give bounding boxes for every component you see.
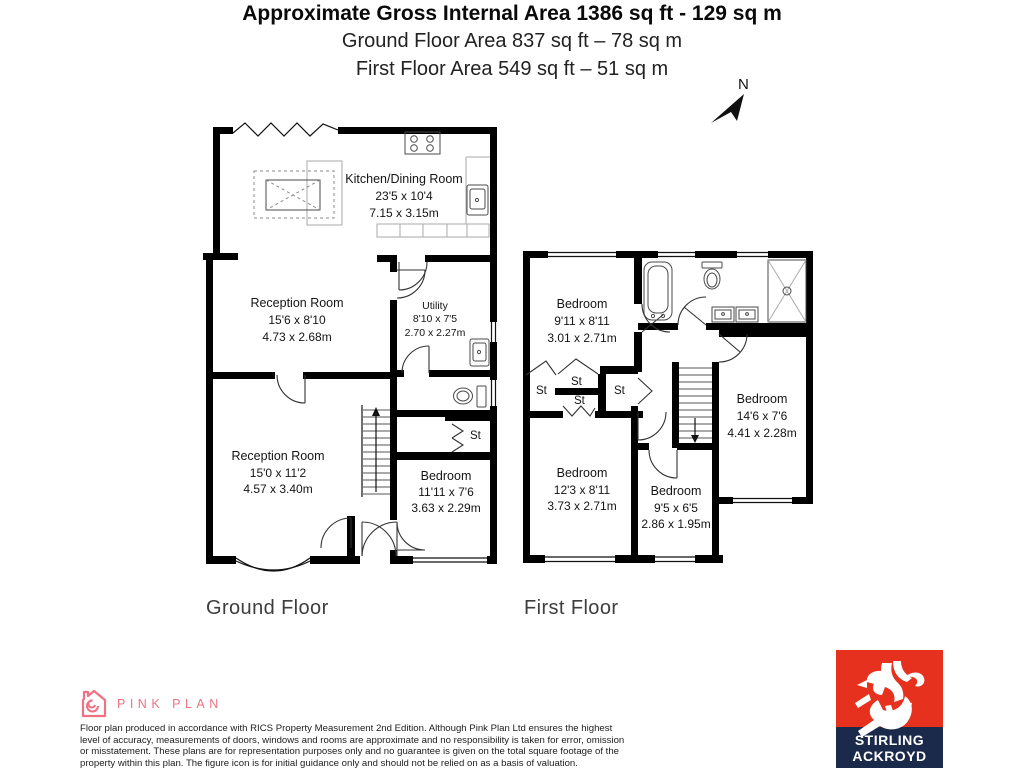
room-label-kitchen-imperial: 23'5 x 10'4 [375, 189, 433, 203]
room-label-bedroom1-name: Bedroom [556, 297, 608, 311]
room-label-utility-metric: 2.70 x 2.27m [404, 327, 466, 339]
toilet-icon [702, 262, 722, 289]
room-label-bedroom4-metric: 2.86 x 1.95m [641, 517, 711, 531]
bifold-door-zigzag [452, 424, 463, 452]
door [399, 262, 427, 290]
kitchen-sink-icon [467, 185, 488, 215]
basin-icon [712, 307, 734, 322]
room-label-bedroom-g-metric: 3.63 x 2.29m [411, 501, 481, 515]
disclaimer-line: or misstatement. These plans are for representation purposes only and no guarantee is given on the total square footage of the [80, 746, 620, 757]
agent-name-line2: ACKROYD [852, 748, 927, 764]
shower-icon [768, 260, 806, 322]
basin-icon [736, 307, 758, 322]
door [402, 346, 429, 373]
storage-label: St [470, 430, 481, 442]
ground-floor-area-line: Ground Floor Area 837 sq ft – 78 sq m [341, 30, 683, 52]
bath-icon [644, 262, 672, 320]
utility-sink-icon [470, 339, 489, 366]
window [492, 322, 496, 342]
door [719, 334, 747, 362]
stirling-ackroyd-logo [836, 650, 943, 768]
north-arrow-icon [700, 74, 762, 130]
wall-break-zigzag [233, 123, 338, 136]
room-label-bedroom3-name: Bedroom [556, 466, 608, 480]
compass-north-label: N [738, 76, 749, 93]
disclaimer-line: Floor plan produced in accordance with RICS Property Measurement 2nd Edition. Although Pink Plan Ltd ensures the highest [80, 723, 613, 734]
disclaimer-line: property within this plan. The figure icon is for initial guidance only and should not be relied on as a basis of valuation. [80, 757, 578, 768]
room-label-bedroom4-imperial: 9'5 x 6'5 [654, 501, 698, 515]
bay-window [236, 558, 310, 571]
window [658, 253, 695, 257]
storage-label: St [536, 385, 547, 397]
bifold-door-zigzag [526, 361, 556, 375]
room-label-bedroom4-name: Bedroom [650, 484, 702, 498]
room-label-bedroom3-metric: 3.73 x 2.71m [547, 499, 617, 513]
room-label-bedroom-g-imperial: 11'11 x 7'6 [418, 485, 474, 499]
window [413, 558, 487, 562]
room-label-reception2-name: Reception Room [231, 449, 325, 463]
pink-plan-logo-icon [80, 688, 108, 719]
first-floor-caption: First Floor [524, 597, 619, 619]
door [321, 518, 351, 548]
toilet-icon [454, 386, 487, 407]
window [733, 499, 792, 503]
room-label-bedroom1-imperial: 9'11 x 8'11 [554, 314, 610, 328]
door [678, 297, 706, 325]
room-label-reception1-imperial: 15'6 x 8'10 [268, 313, 326, 327]
room-label-bedroom3-imperial: 12'3 x 8'11 [553, 483, 611, 497]
room-label-reception1-metric: 4.73 x 2.68m [262, 330, 332, 344]
closet-door [638, 378, 652, 404]
door [397, 522, 425, 550]
room-label-bedroom2-name: Bedroom [736, 392, 788, 406]
window [545, 557, 615, 562]
ground-windows [236, 322, 496, 571]
door [397, 270, 425, 298]
storage-label: St [614, 385, 625, 397]
bifold-door-zigzag [563, 406, 595, 416]
room-label-kitchen-name: Kitchen/Dining Room [345, 172, 463, 186]
door [649, 450, 677, 478]
agent-name-line1: STIRLING [854, 732, 925, 748]
window [492, 380, 496, 406]
stairs-up [362, 405, 390, 497]
storage-label: St [574, 395, 585, 407]
ground-floor-plan [195, 118, 510, 586]
room-label-bedroom2-metric: 4.41 x 2.28m [727, 426, 797, 440]
storage-label: St [571, 376, 582, 388]
brand-name: PINK PLAN [117, 697, 223, 711]
room-label-bedroom-g-name: Bedroom [420, 469, 472, 483]
room-label-reception2-metric: 4.57 x 3.40m [243, 482, 313, 496]
room-label-bedroom1-metric: 3.01 x 2.71m [547, 331, 617, 345]
room-label-reception1-name: Reception Room [250, 296, 344, 310]
page-title: Approximate Gross Internal Area 1386 sq ft - 129 sq m [242, 2, 782, 25]
stairs-down [679, 368, 712, 443]
window [737, 253, 768, 257]
roof-lantern-and-table [254, 161, 342, 225]
first-floor-area-line: First Floor Area 549 sq ft – 51 sq m [355, 58, 669, 80]
window [655, 557, 695, 562]
disclaimer-line: level of accuracy, measurements of doors, windows and rooms are approximate and no responsibility is taken for error, omission [80, 734, 625, 746]
room-label-reception2-imperial: 15'0 x 11'2 [249, 466, 307, 480]
room-label-utility-imperial: 8'10 x 7'5 [412, 313, 458, 325]
room-label-kitchen-metric: 7.15 x 3.15m [369, 206, 439, 220]
ground-floor-caption: Ground Floor [206, 597, 329, 619]
door [277, 375, 305, 403]
hob-icon [405, 132, 440, 154]
room-label-bedroom2-imperial: 14'6 x 7'6 [736, 409, 788, 423]
bifold-door-zigzag [558, 359, 598, 374]
room-label-utility-name: Utility [422, 300, 448, 312]
window [548, 253, 616, 257]
